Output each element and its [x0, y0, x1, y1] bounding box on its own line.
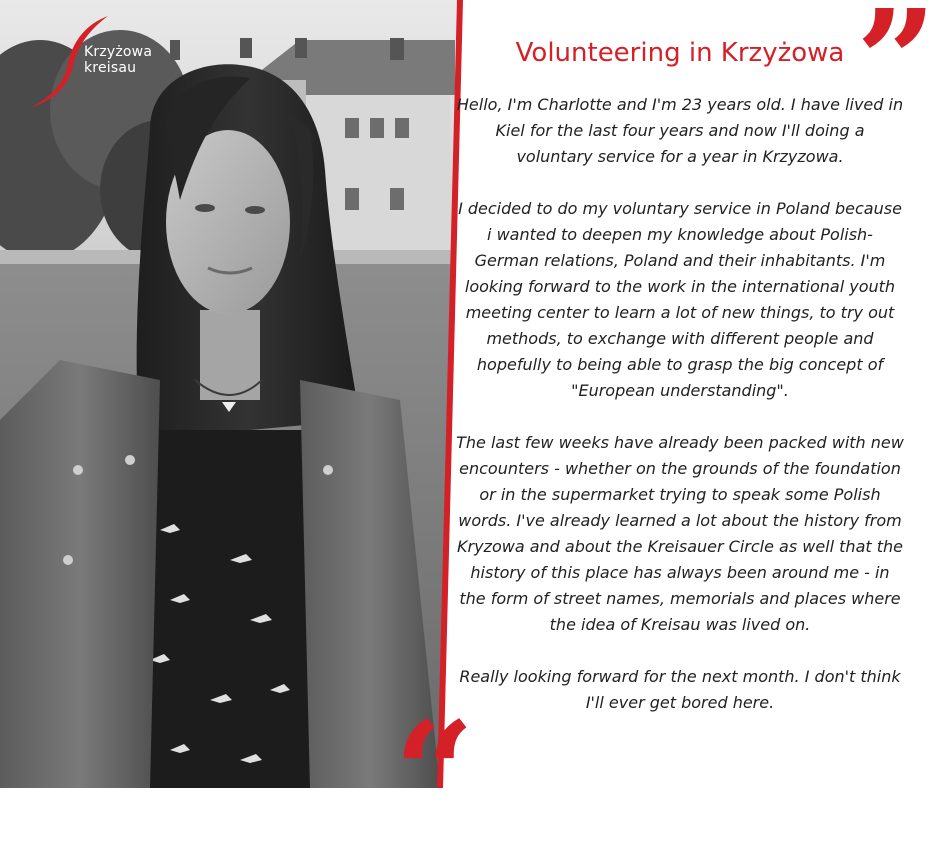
krzyzowa-logo	[26, 14, 153, 114]
testimonial-text	[456, 92, 904, 716]
paragraph-motivation: I decided to do my voluntary service in Poland because i wanted to deepen my knowledge about Polish-German relations, Poland and their inhabitants. I'm looking forward to the work in the international youth meeting center to learn a lot of new things, to try out methods, to exchange with different people and hopefully to being able to grasp the big concept of "European understanding".	[458, 199, 902, 400]
closing-quote-icon: ”	[856, 0, 937, 144]
paragraph-closing: Really looking forward for the next month. I don't think I'll ever get bored here.	[459, 667, 901, 712]
page-title: Volunteering in Krzyżowa	[515, 38, 845, 68]
opening-quote-icon: “	[394, 692, 475, 856]
logo-line-1: Krzyżowa	[84, 44, 153, 60]
volunteer-photo	[0, 0, 470, 788]
paragraph-intro: Hello, I'm Charlotte and I'm 23 years old. I have lived in Kiel for the last four years and now I'll doing a voluntary service for a year in Krzyzowa.	[456, 95, 904, 166]
paragraph-experiences: The last few weeks have already been packed with new encounters - whether on the grounds of the foundation or in the supermarket trying to speak some Polish words. I've already learned a lot about the history from Kryzowa and about the Kreisauer Circle as well that the history of this place has always been around me - in the form of street names, memorials and places where the idea of Kreisau was lived on.	[456, 433, 904, 634]
logo-line-2: kreisau	[84, 60, 137, 76]
